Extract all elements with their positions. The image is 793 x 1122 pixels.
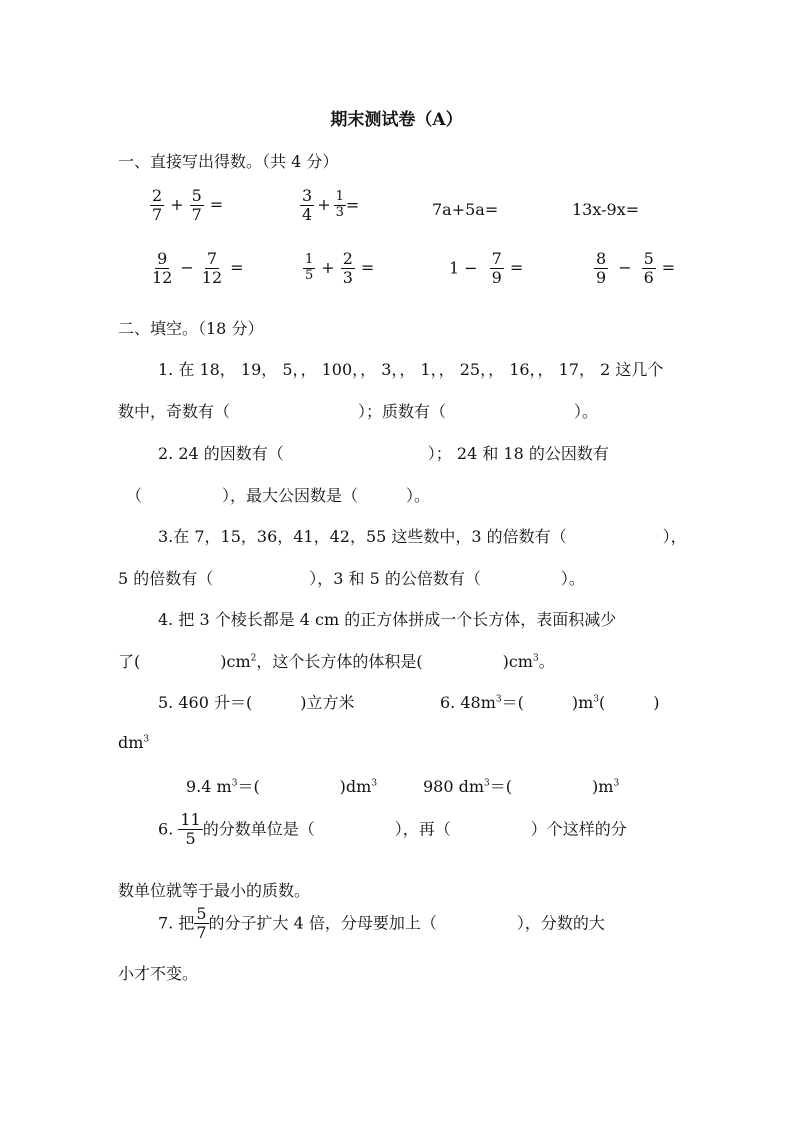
- question-5-line-2: [118, 733, 149, 752]
- page-title: 期末测试卷（A）: [330, 110, 463, 130]
- equals: =: [230, 258, 244, 278]
- q4-sup-3: 3: [532, 653, 539, 664]
- equals: =: [345, 195, 360, 215]
- q5-h-text: ＝( )m: [489, 777, 614, 796]
- question-5-part-g: [423, 774, 619, 797]
- section2-heading: 二、填空。（18 分）: [118, 319, 264, 338]
- q5-c-text: ＝( )m: [501, 693, 594, 712]
- q6-lead: 6.: [158, 819, 174, 839]
- lead-term: 1 −: [449, 258, 478, 278]
- operator: +: [317, 195, 331, 215]
- question-2-line-2: （ ），最大公因数是（ ）。: [126, 486, 431, 505]
- numerator: 7: [206, 249, 218, 268]
- q5-b-text: 6. 48m: [440, 693, 496, 712]
- question-1-line-1: 1. 在 18， 19， 5，， 100，， 3，， 1，， 25，， 16，， 17， 2 这几个: [158, 360, 664, 379]
- q4-text-c: 。: [538, 652, 555, 671]
- q5-h-sup: 3: [613, 778, 620, 789]
- numerator: 11: [180, 810, 201, 829]
- q5-d-text: ( ): [599, 693, 660, 712]
- problem-r1-2: [300, 187, 359, 225]
- problem-r1-1: [150, 187, 229, 225]
- operator: −: [180, 258, 194, 278]
- equals: =: [661, 258, 676, 278]
- denominator: 9: [596, 268, 607, 288]
- numerator: 2: [152, 186, 163, 205]
- question-1-line-2: 数中，奇数有（ ）；质数有（ ）。: [118, 402, 599, 421]
- numerator: 9: [157, 249, 168, 268]
- q5-e-text: 9.4 m: [186, 777, 232, 796]
- q6-text: 的分数单位是（ ），再（ ）个这样的分: [202, 819, 627, 839]
- q5-line2-text: dm: [118, 733, 144, 752]
- denominator: 7: [152, 205, 163, 225]
- denominator: 3: [335, 205, 344, 221]
- numerator: 2: [342, 249, 353, 268]
- numerator: 5: [191, 186, 202, 205]
- q5-f-text: ＝( )dm: [237, 777, 372, 796]
- question-7-line-2: 小才不变。: [118, 964, 199, 983]
- q4-text-b: ，这个长方体的体积是( )cm: [256, 652, 533, 671]
- numerator: 5: [196, 904, 207, 923]
- q5-g-text: 980 dm: [423, 777, 485, 796]
- denominator: 4: [302, 205, 313, 225]
- q4-sup-2: 2: [250, 653, 257, 664]
- operator: +: [321, 258, 335, 278]
- operator: −: [618, 258, 632, 278]
- denominator: 5: [185, 829, 196, 849]
- problem-r1-4: 13x-9x=: [572, 200, 640, 219]
- question-2-line-1: 2. 24 的因数有（ ）； 24 和 18 的公因数有: [158, 444, 609, 463]
- numerator: 1: [335, 189, 344, 205]
- question-6-line-1: [158, 811, 627, 849]
- q7-lead: 7. 把: [158, 913, 195, 933]
- numerator: 7: [491, 249, 502, 268]
- question-3-line-1: 3.在 7，15，36，41，42，55 这些数中，3 的倍数有（ ），: [158, 527, 687, 546]
- q5-line2-sup: 3: [143, 734, 150, 745]
- q5-c-sup: 3: [593, 694, 600, 705]
- question-6-48m3: [440, 690, 660, 713]
- question-5-part-a: 5. 460 升＝( )立方米: [158, 693, 355, 712]
- equals: =: [509, 258, 524, 278]
- numerator: 1: [305, 252, 314, 268]
- problem-r2-1: [150, 250, 250, 288]
- numerator: 5: [643, 249, 654, 268]
- numerator: 3: [302, 186, 313, 205]
- denominator: 12: [201, 268, 223, 288]
- equals: =: [209, 195, 224, 215]
- operator: +: [170, 195, 184, 215]
- denominator: 7: [191, 205, 202, 225]
- q4-text-a: 了( )cm: [118, 652, 251, 671]
- problem-r2-2: [303, 250, 380, 288]
- q7-text: 的分子扩大 4 倍，分母要加上（ ），分数的大: [208, 913, 605, 933]
- denominator: 5: [305, 268, 314, 284]
- denominator: 7: [196, 923, 207, 943]
- problem-r2-3: [449, 250, 529, 288]
- denominator: 3: [342, 268, 353, 288]
- numerator: 8: [596, 249, 607, 268]
- q5-g-sup: 3: [484, 778, 490, 789]
- section1-heading: 一、直接写出得数。（共 4 分）: [118, 152, 339, 171]
- problem-r1-3: 7a+5a=: [432, 200, 499, 219]
- question-4-line-1: 4. 把 3 个棱长都是 4 cm 的正方体拼成一个长方体，表面积减少: [158, 610, 617, 629]
- question-3-line-2: 5 的倍数有（ ），3 和 5 的公倍数有（ ）。: [118, 569, 585, 588]
- q5-e-sup: 3: [231, 778, 238, 789]
- denominator: 9: [491, 268, 502, 288]
- question-4-line-2: [118, 649, 555, 672]
- denominator: 12: [152, 268, 173, 288]
- question-6-line-2: 数单位就等于最小的质数。: [118, 881, 311, 900]
- question-5-part-e: [186, 774, 377, 797]
- q5-f-sup: 3: [371, 778, 378, 789]
- denominator: 6: [643, 268, 654, 288]
- problem-r2-4: [594, 250, 681, 288]
- equals: =: [360, 258, 375, 278]
- question-7-line-1: [158, 905, 605, 943]
- q5-b-sup: 3: [495, 694, 502, 705]
